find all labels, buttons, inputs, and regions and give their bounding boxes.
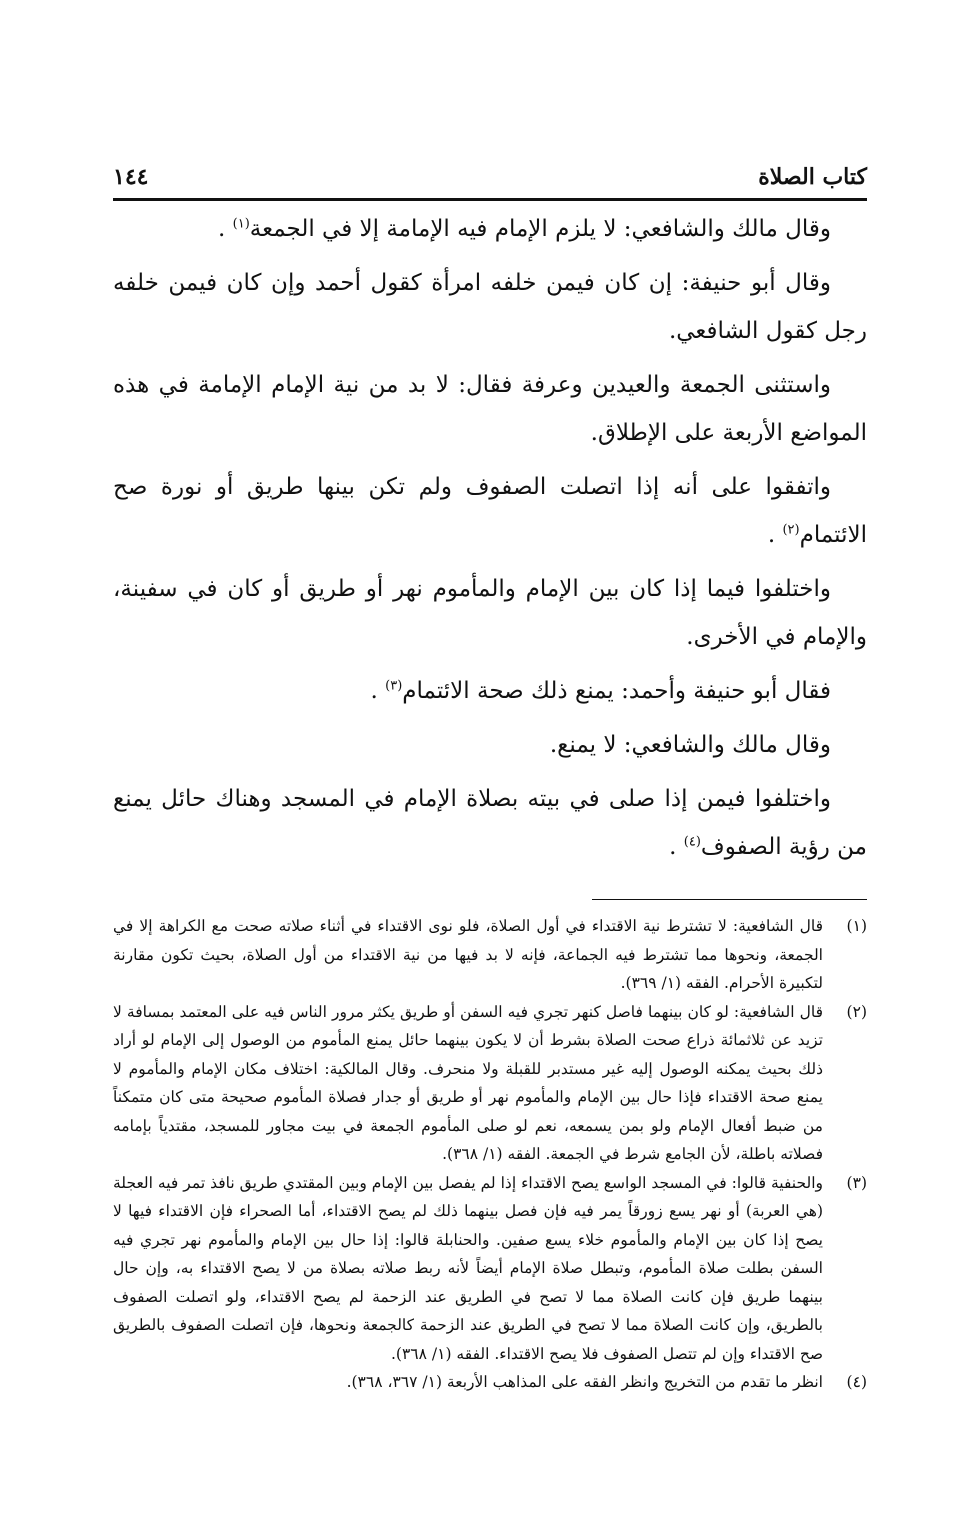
header-rule: [113, 198, 867, 201]
footnote: [113, 912, 867, 998]
paragraph-end: .: [669, 834, 684, 860]
footnote: [113, 1368, 867, 1397]
footnote-number: (٤): [846, 1373, 867, 1391]
footnote-ref: (٤): [683, 834, 701, 850]
paragraph-end: .: [370, 678, 386, 704]
paragraph-end: .: [767, 522, 783, 548]
footnote-number: (٢): [846, 1002, 867, 1021]
paragraph: [113, 565, 867, 661]
main-text: [113, 205, 867, 871]
paragraph-text: واستثنى الجمعة والعيدين وعرفة فقال: لا بد من نية الإمام الإمامة في هذه المواضع الأربعة على الإطلاق.: [113, 372, 867, 446]
chapter-title: كتاب الصلاة: [758, 164, 867, 190]
book-page: [113, 160, 867, 1397]
paragraph: [113, 205, 867, 253]
footnote: [113, 998, 867, 1169]
paragraph-text: وقال مالك والشافعي: لا يمنع.: [549, 732, 831, 758]
paragraph-text: وقال مالك والشافعي: لا يلزم الإمام فيه الإمامة إلا في الجمعة: [249, 216, 831, 242]
paragraph-text: واتفقوا على أنه إذا اتصلت الصفوف ولم تكن بينها طريق أو نورة صح الائتمام: [113, 474, 867, 548]
paragraph: [113, 463, 867, 559]
running-header: [113, 160, 867, 190]
paragraph-text: فقال أبو حنيفة وأحمد: يمنع ذلك صحة الائتمام: [402, 678, 831, 704]
footnote-ref: (٢): [782, 522, 800, 538]
page-number: ١٤٤: [113, 164, 149, 190]
paragraph-text: واختلفوا فيمن إذا صلى في بيته بصلاة الإمام في المسجد وهناك حائل يمنع من رؤية الصفوف: [113, 786, 867, 860]
paragraph: [113, 259, 867, 355]
footnote-text: قال الشافعية: لو كان بينهما فاصل كنهر تجري فيه السفن أو طريق يكثر مرور الناس فيه على المعتمد بمسافة لا تزيد عن ثلاثمائة ذراع صحت الصلاة بشرط أن لا يكون بينهما حائل يمنع المأموم من الوصول إلى الإمام لو أراد ذلك بحيث يمكنه الوصول إليه غير مستدبر للقبلة ولا منحرف. وقال المالكية: اختلاف مكان الإمام والمأموم لا يمنع صحة الاقتداء فإذا حال بين الإمام والمأموم نهر أو طريق أو جدار فصلاة المأموم صحيحة متى كان متمكناً من ضبط أفعال الإمام ولو بمن يسمعه، نعم لو صلى المأموم الجمعة في بيت مجاور للمسجد، مقتدياً بإمامه فصلاته باطلة، لأن الجامع شرط في الجمعة. الفقه (١/ ٣٦٨).: [113, 1002, 823, 1163]
footnote-text: والحنفية قالوا: في المسجد الواسع يصح الاقتداء إذا لم يفصل بين الإمام وبين المقتدي طريق نافذ تمر فيه العجلة (هي العربة) أو نهر يسع زورقاً يمر فيه فإن فصل بينهما ذلك لم يصح الاقتداء، أما الصحراء فإن الاقتداء فيها لا يصح إذا كان بين الإمام والمأموم خلاء يسع صفين. والحنابلة قالوا: إذا حال بين الإمام والمأموم نهر تجري فيه السفن بطلت صلاة المأموم، وتبطل صلاة الإمام أيضاً لأنه ربط صلاته بصلاة من لا يصح الاقتداء به، وإن حال بينهما طريق فإن كانت الصلاة مما لا تصح في الطريق عند الزحمة لم يصح الاقتداء، ولو اتصلت الصفوف بالطريق، وإن كانت الصلاة مما لا تصح في الطريق عند الزحمة كالجمعة ونحوها، فإن اتصلت الصفوف بالطريق صح الاقتداء وإن لم تتصل الصفوف فلا يصح الاقتداء. الفقه (١/ ٣٦٨).: [113, 1173, 823, 1363]
paragraph: [113, 775, 867, 871]
paragraph: [113, 721, 867, 769]
footnote-number: (١): [846, 917, 867, 935]
paragraph-end: .: [218, 216, 233, 242]
footnote-ref: (١): [232, 216, 250, 232]
footnote-text: انظر ما تقدم من التخريج وانظر الفقه على المذاهب الأربعة (١/ ٣٦٧، ٣٦٨).: [346, 1373, 823, 1391]
footnotes: [113, 912, 867, 1397]
paragraph-text: وقال أبو حنيفة: إن كان فيمن خلفه امرأة كقول أحمد وإن كان فيمن خلفه رجل كقول الشافعي.: [113, 270, 867, 344]
paragraph: [113, 667, 867, 715]
paragraph-text: واختلفوا فيما إذا كان بين الإمام والمأموم نهر أو طريق أو كان في سفينة، والإمام في الأخرى.: [113, 576, 867, 650]
footnote-ref: (٣): [385, 678, 403, 694]
footnote: [113, 1169, 867, 1369]
footnote-number: (٣): [846, 1173, 867, 1192]
footnote-separator: [592, 899, 867, 900]
footnote-text: قال الشافعية: لا تشترط نية الاقتداء في أول الصلاة، فلو نوى الاقتداء في أثناء صلاته صحت مع الكراهة إلا في الجمعة، ونحوها مما تشترط فيه الجماعة، فإنه لا بد فيها من نية الاقتداء من أول الصلاة، بحيث تكون مقارنة لتكبيرة الأحرام. الفقه (١/ ٣٦٩).: [113, 917, 823, 992]
paragraph: [113, 361, 867, 457]
